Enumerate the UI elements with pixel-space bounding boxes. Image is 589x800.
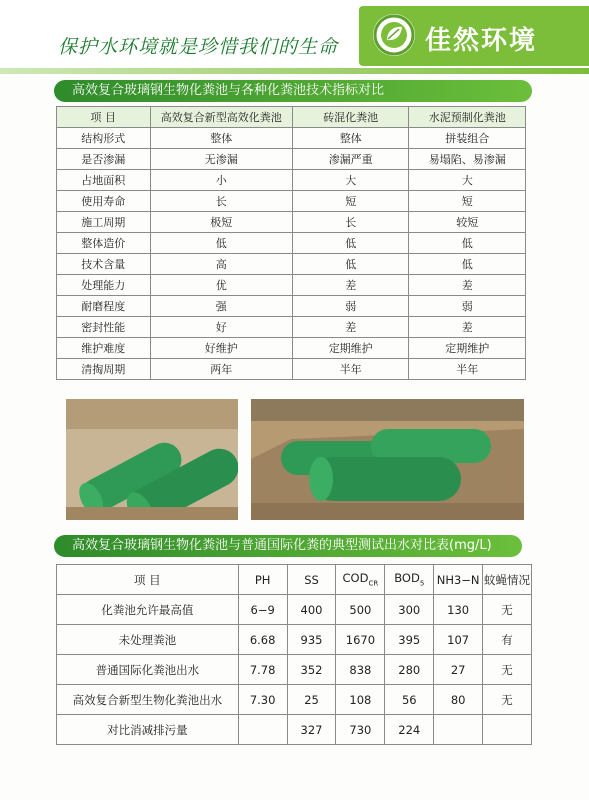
section1-title: 高效复合玻璃钢生物化粪池与各种化粪池技术指标对比 [54, 80, 532, 102]
bod-label: BOD [394, 571, 420, 586]
brand-block [359, 6, 589, 66]
table-cell: 7.78 [238, 655, 287, 685]
table-cell: 327 [287, 715, 336, 745]
table-row [57, 655, 532, 685]
comparison-table [56, 106, 526, 380]
table-cell: 是否渗漏 [57, 149, 151, 170]
table-cell: 两年 [150, 359, 292, 380]
table-cell: 500 [336, 595, 385, 625]
table-cell: 高效复合新型生物化粪池出水 [57, 685, 239, 715]
table-cell: 长 [150, 191, 292, 212]
header-cell: SS [287, 565, 336, 595]
table-cell: 占地面积 [57, 170, 151, 191]
cod-label: COD [342, 571, 369, 586]
table-row [57, 275, 526, 296]
header-cell [336, 565, 385, 595]
table-cell: 130 [434, 595, 483, 625]
table-cell: 352 [287, 655, 336, 685]
table-cell: 224 [385, 715, 434, 745]
table-cell: 400 [287, 595, 336, 625]
table-cell: 小 [150, 170, 292, 191]
table-cell: 技术含量 [57, 254, 151, 275]
table-cell: 6−9 [238, 595, 287, 625]
brand-name: 佳然环境 [425, 26, 538, 56]
table-cell: 差 [292, 275, 408, 296]
table-cell: 结构形式 [57, 128, 151, 149]
table-cell: 整体 [292, 128, 408, 149]
table-row [57, 149, 526, 170]
table-cell: 低 [292, 254, 408, 275]
table-cell: 优 [150, 275, 292, 296]
table-cell: 1670 [336, 625, 385, 655]
table-row [57, 715, 532, 745]
table-cell: 弱 [409, 296, 526, 317]
table-row [57, 685, 532, 715]
table-cell: 整体 [150, 128, 292, 149]
table-cell: 838 [336, 655, 385, 685]
table-row [57, 170, 526, 191]
header-cell: 砖混化粪池 [292, 107, 408, 128]
table-cell: 清掏周期 [57, 359, 151, 380]
table-cell: 对比消减排污量 [57, 715, 239, 745]
table-row [57, 212, 526, 233]
table-row [57, 254, 526, 275]
table-cell: 渗漏严重 [292, 149, 408, 170]
table-cell: 大 [409, 170, 526, 191]
effluent-test-table [56, 564, 532, 745]
table-cell: 长 [292, 212, 408, 233]
table-cell: 耐磨程度 [57, 296, 151, 317]
table-cell: 好维护 [150, 338, 292, 359]
header-cell: PH [238, 565, 287, 595]
header-cell: 项 目 [57, 107, 151, 128]
table-cell: 半年 [409, 359, 526, 380]
tank-photo-right [251, 399, 524, 520]
table-cell: 普通国际化粪池出水 [57, 655, 239, 685]
table-header-row [57, 107, 526, 128]
table-row [57, 338, 526, 359]
table-cell: 处理能力 [57, 275, 151, 296]
table-row [57, 296, 526, 317]
table-row [57, 233, 526, 254]
header [0, 0, 589, 76]
table-cell: 短 [409, 191, 526, 212]
table-cell: 无 [483, 685, 532, 715]
table-cell: 定期维护 [409, 338, 526, 359]
table-row [57, 191, 526, 212]
table-cell: 7.30 [238, 685, 287, 715]
table-cell: 25 [287, 685, 336, 715]
table-cell: 395 [385, 625, 434, 655]
table-cell: 低 [409, 233, 526, 254]
table-cell: 未处理粪池 [57, 625, 239, 655]
table-cell: 无 [483, 595, 532, 625]
table-cell: 易塌陷、易渗漏 [409, 149, 526, 170]
table-cell: 107 [434, 625, 483, 655]
table-row [57, 595, 532, 625]
table-cell: 差 [409, 317, 526, 338]
header-cell: 项 目 [57, 565, 239, 595]
table-cell: 较短 [409, 212, 526, 233]
header-cell: 水泥预制化粪池 [409, 107, 526, 128]
table-cell: 低 [409, 254, 526, 275]
table-cell: 低 [292, 233, 408, 254]
table-cell: 56 [385, 685, 434, 715]
table-cell [483, 715, 532, 745]
section2-title: 高效复合玻璃钢生物化粪池与普通国际化粪的典型测试出水对比表(mg/L) [54, 535, 522, 557]
table-cell: 6.68 [238, 625, 287, 655]
table-cell: 300 [385, 595, 434, 625]
header-cell: NH3−N [434, 565, 483, 595]
table-cell: 使用寿命 [57, 191, 151, 212]
table-cell: 整体造价 [57, 233, 151, 254]
table-cell: 无渗漏 [150, 149, 292, 170]
tank-photo-left [66, 399, 238, 520]
table-row [57, 128, 526, 149]
header-cell [385, 565, 434, 595]
table-cell: 有 [483, 625, 532, 655]
table-cell: 80 [434, 685, 483, 715]
table-cell: 维护难度 [57, 338, 151, 359]
table-cell [434, 715, 483, 745]
table-cell: 拼装组合 [409, 128, 526, 149]
table-cell: 弱 [292, 296, 408, 317]
table-cell: 280 [385, 655, 434, 685]
table-cell: 27 [434, 655, 483, 685]
table-cell: 好 [150, 317, 292, 338]
table-cell: 108 [336, 685, 385, 715]
table-cell: 强 [150, 296, 292, 317]
header-cell: 蚊蝇情况 [483, 565, 532, 595]
table-cell: 化粪池允许最高值 [57, 595, 239, 625]
table-cell: 无 [483, 655, 532, 685]
table-cell [238, 715, 287, 745]
table-cell: 半年 [292, 359, 408, 380]
table-row [57, 625, 532, 655]
table-cell: 低 [150, 233, 292, 254]
leaf-logo-icon [373, 14, 415, 56]
bod-subscript: 5 [419, 579, 425, 588]
table-row [57, 359, 526, 380]
table-cell: 极短 [150, 212, 292, 233]
table-row [57, 317, 526, 338]
table-cell: 短 [292, 191, 408, 212]
table-cell: 差 [409, 275, 526, 296]
cod-subscript: CR [368, 579, 379, 588]
table-cell: 差 [292, 317, 408, 338]
header-cell: 高效复合新型高效化粪池 [150, 107, 292, 128]
table-cell: 定期维护 [292, 338, 408, 359]
header-stripe [0, 68, 589, 74]
table-cell: 高 [150, 254, 292, 275]
table-cell: 935 [287, 625, 336, 655]
table-cell: 施工周期 [57, 212, 151, 233]
slogan: 保护水环境就是珍惜我们的生命 [58, 36, 339, 58]
table-cell: 密封性能 [57, 317, 151, 338]
table-cell: 730 [336, 715, 385, 745]
table-cell: 大 [292, 170, 408, 191]
table-header-row [57, 565, 532, 595]
